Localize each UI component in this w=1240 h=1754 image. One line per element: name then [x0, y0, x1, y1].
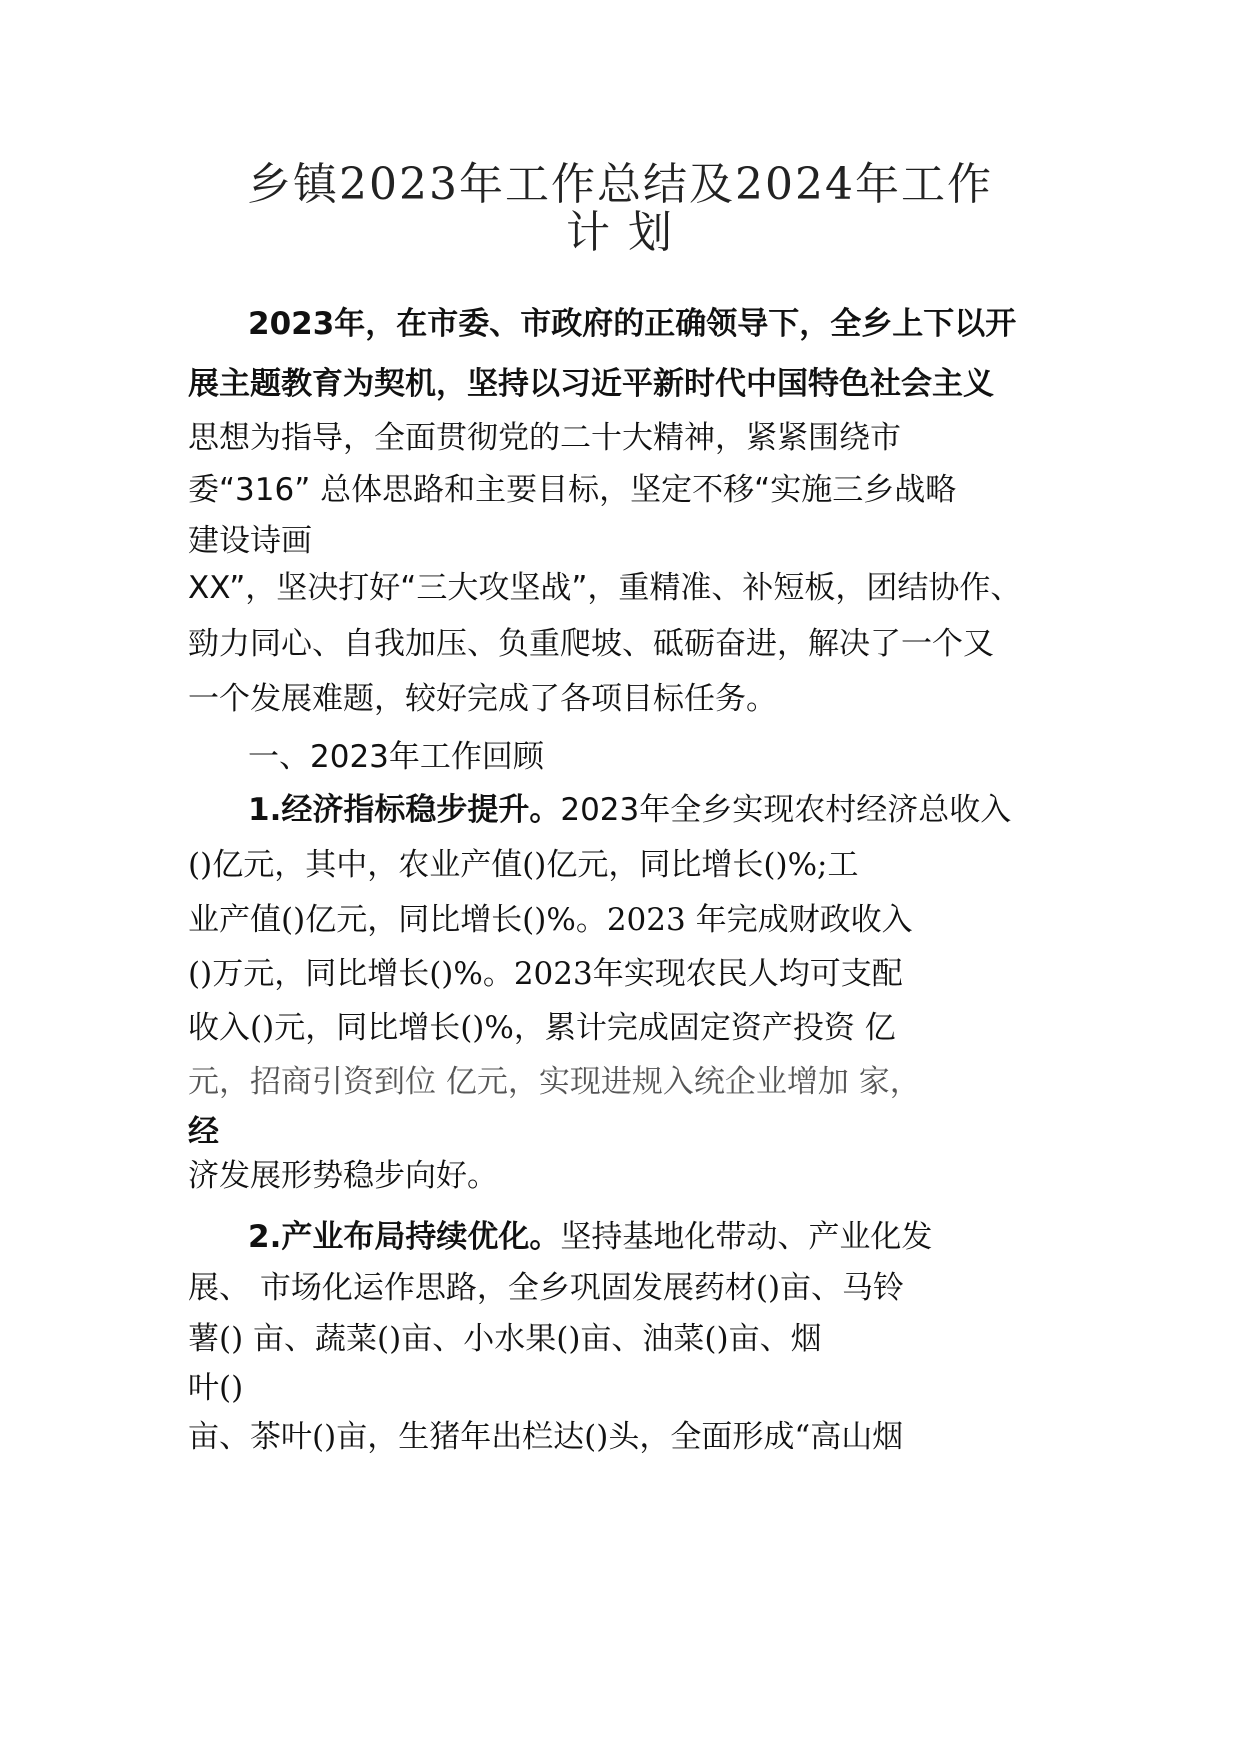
document-title-line-1: 乡镇2023年工作总结及2024年工作 — [247, 159, 993, 210]
paragraph-line: 2023年，在市委、市政府的正确领导下，全乡上下以开 — [248, 306, 1017, 342]
paragraph-line: 经 — [188, 1114, 219, 1150]
paragraph-line: 济发展形势稳步向好。 — [188, 1158, 498, 1194]
paragraph-line: 收入()元，同比增长()%，累计完成固定资产投资 亿 — [188, 1010, 896, 1046]
paragraph-line: 思想为指导，全面贯彻党的二十大精神，紧紧围绕市 — [188, 420, 901, 456]
paragraph-text: 2023年全乡实现农村经济总收入 — [560, 792, 1012, 828]
section-heading: 一、2023年工作回顾 — [248, 739, 544, 775]
paragraph-line: ()万元，同比增长()%。2023年实现农民人均可支配 — [188, 956, 903, 992]
paragraph-line — [248, 790, 1011, 830]
paragraph-line: 委“316” 总体思路和主要目标，坚定不移“实施三乡战略 — [188, 472, 957, 508]
paragraph-line: ()亿元，其中，农业产值()亿元，同比增长()%;工 — [188, 847, 859, 883]
paragraph-line: 展主题教育为契机，坚持以习近平新时代中国特色社会主义 — [188, 366, 994, 402]
paragraph-line: 一个发展难题，较好完成了各项目标任务。 — [188, 681, 777, 717]
paragraph-line: 叶() — [188, 1370, 244, 1406]
paragraph-line: XX”，坚决打好“三大攻坚战”，重精准、补短板，团结协作、 — [188, 570, 1022, 606]
paragraph-line: 元，招商引资到位 亿元，实现进规入统企业增加 家， — [188, 1064, 921, 1100]
paragraph-line: 薯() 亩、蔬菜()亩、小水果()亩、油菜()亩、烟 — [188, 1321, 822, 1357]
paragraph-line: 亩、茶叶()亩，生猪年出栏达()头，全面形成“高山烟 — [188, 1419, 904, 1455]
paragraph-line: 业产值()亿元，同比增长()%。2023 年完成财政收入 — [188, 902, 913, 938]
paragraph-line: 展、 市场化运作思路，全乡巩固发展药材()亩、马铃 — [188, 1270, 905, 1306]
document-title-line-2: 计 划 — [566, 207, 674, 258]
subheading-industry: 2.产业布局持续优化。 — [248, 1219, 561, 1255]
subheading-economy: 1.经济指标稳步提升。 — [248, 792, 561, 828]
paragraph-line: 勁力同心、自我加压、负重爬坡、砥砺奋进，解决了一个又 — [188, 626, 994, 662]
paragraph-line: 建设诗画 — [188, 523, 312, 559]
paragraph-line — [248, 1217, 932, 1257]
paragraph-text: 坚持基地化带动、产业化发 — [560, 1219, 933, 1255]
